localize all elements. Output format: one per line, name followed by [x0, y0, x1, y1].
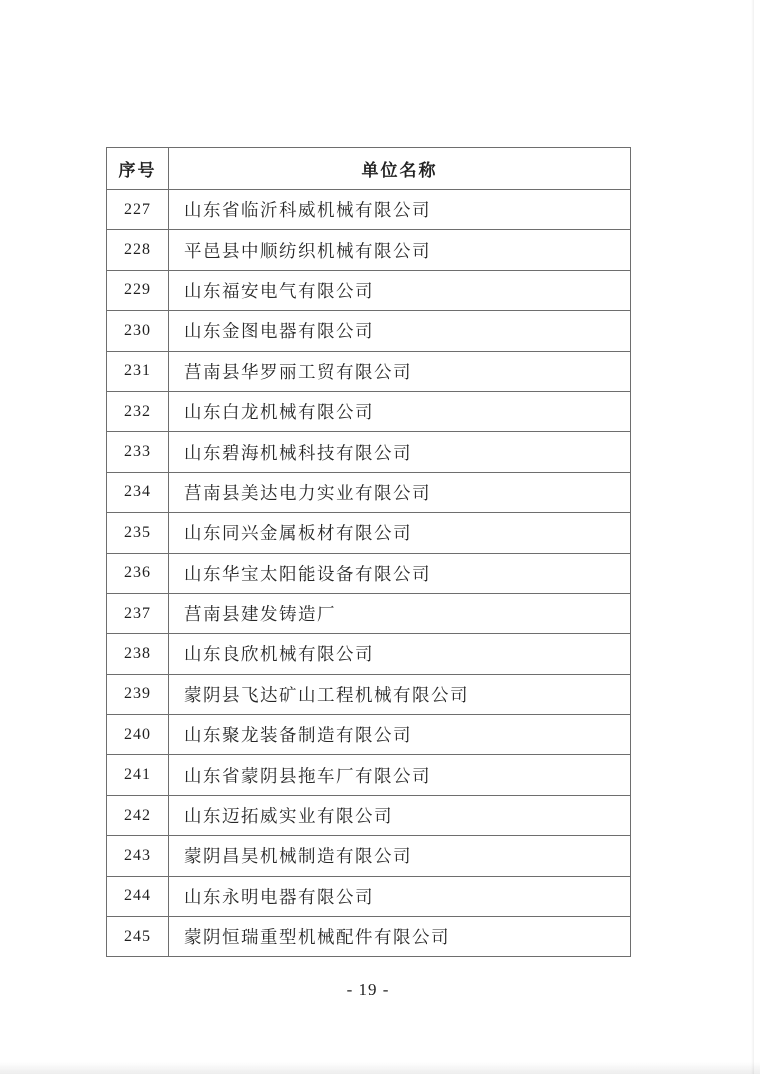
table-row [107, 230, 631, 270]
scan-shadow-right [751, 0, 754, 1074]
company-name-cell: 蒙阴昌昊机械制造有限公司 [169, 836, 631, 876]
row-number-cell: 231 [107, 351, 169, 391]
company-name-cell: 山东金图电器有限公司 [169, 311, 631, 351]
company-name-cell: 山东同兴金属板材有限公司 [169, 513, 631, 553]
company-name-cell: 莒南县华罗丽工贸有限公司 [169, 351, 631, 391]
table-row [107, 634, 631, 674]
row-number-cell: 238 [107, 634, 169, 674]
row-number-cell: 232 [107, 391, 169, 431]
row-number-cell: 242 [107, 795, 169, 835]
table-row [107, 674, 631, 714]
company-name-cell: 山东福安电气有限公司 [169, 270, 631, 310]
row-number-cell: 235 [107, 513, 169, 553]
row-number-cell: 240 [107, 715, 169, 755]
row-number-cell: 227 [107, 190, 169, 230]
table-header-row [107, 148, 631, 190]
company-name-cell: 山东省蒙阴县拖车厂有限公司 [169, 755, 631, 795]
row-number-cell: 243 [107, 836, 169, 876]
row-number-cell: 230 [107, 311, 169, 351]
company-name-cell: 山东碧海机械科技有限公司 [169, 432, 631, 472]
row-number-cell: 245 [107, 917, 169, 957]
company-name-cell: 莒南县建发铸造厂 [169, 593, 631, 633]
company-name-cell: 山东迈拓威实业有限公司 [169, 795, 631, 835]
table-row [107, 836, 631, 876]
row-number-cell: 228 [107, 230, 169, 270]
table-row [107, 513, 631, 553]
column-header-name: 单位名称 [169, 148, 631, 190]
table-row [107, 755, 631, 795]
page-number: - 19 - [346, 980, 390, 999]
company-name-cell: 山东良欣机械有限公司 [169, 634, 631, 674]
table-row [107, 351, 631, 391]
row-number-cell: 229 [107, 270, 169, 310]
row-number-cell: 239 [107, 674, 169, 714]
table-row [107, 472, 631, 512]
company-name-cell: 蒙阴县飞达矿山工程机械有限公司 [169, 674, 631, 714]
company-name-cell: 山东华宝太阳能设备有限公司 [169, 553, 631, 593]
table-row [107, 917, 631, 957]
scan-shadow-bottom [0, 1062, 760, 1074]
table-row [107, 391, 631, 431]
company-name-cell: 山东省临沂科威机械有限公司 [169, 190, 631, 230]
row-number-cell: 237 [107, 593, 169, 633]
company-table [106, 147, 631, 957]
row-number-cell: 233 [107, 432, 169, 472]
table-row [107, 270, 631, 310]
table-row [107, 190, 631, 230]
company-name-cell: 山东永明电器有限公司 [169, 876, 631, 916]
company-name-cell: 山东聚龙装备制造有限公司 [169, 715, 631, 755]
table-row [107, 311, 631, 351]
row-number-cell: 241 [107, 755, 169, 795]
company-name-cell: 山东白龙机械有限公司 [169, 391, 631, 431]
column-header-no: 序号 [107, 148, 169, 190]
table-row [107, 715, 631, 755]
table-row [107, 876, 631, 916]
table-row [107, 795, 631, 835]
row-number-cell: 234 [107, 472, 169, 512]
table-row [107, 432, 631, 472]
company-name-cell: 莒南县美达电力实业有限公司 [169, 472, 631, 512]
row-number-cell: 244 [107, 876, 169, 916]
company-name-cell: 蒙阴恒瑞重型机械配件有限公司 [169, 917, 631, 957]
table-row [107, 593, 631, 633]
table-row [107, 553, 631, 593]
company-name-cell: 平邑县中顺纺织机械有限公司 [169, 230, 631, 270]
row-number-cell: 236 [107, 553, 169, 593]
